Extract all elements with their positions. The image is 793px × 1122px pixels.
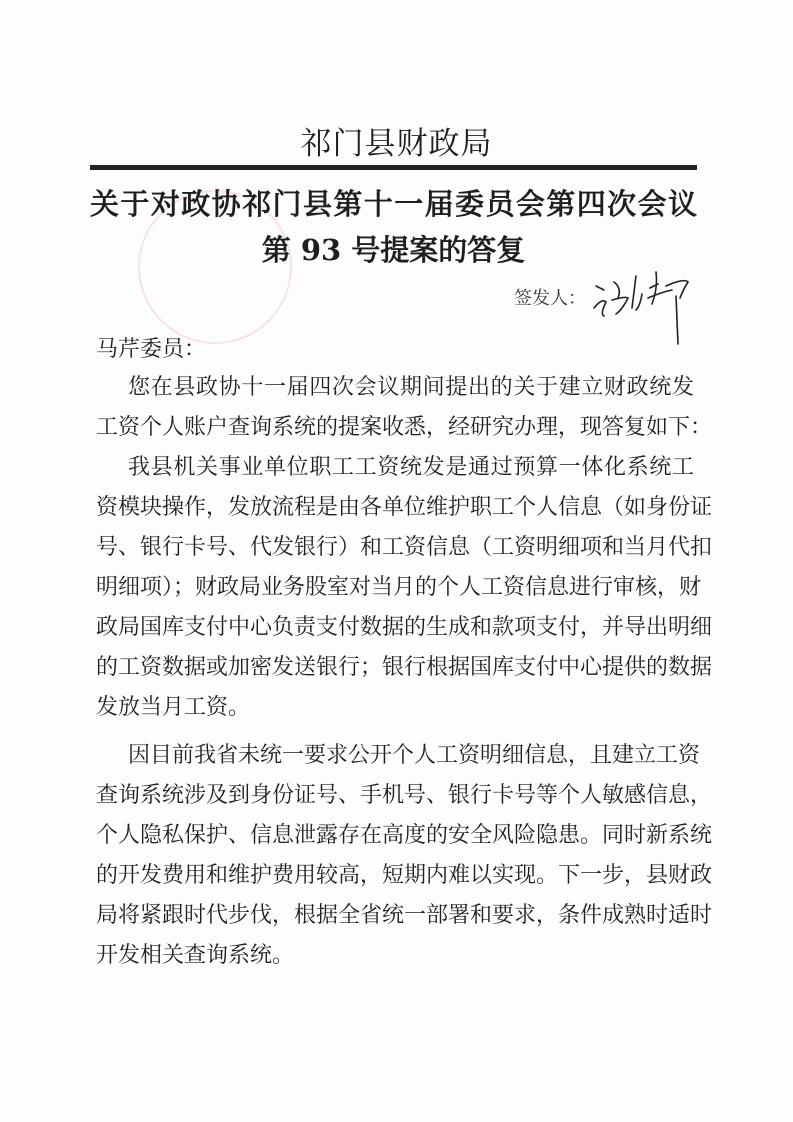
body-line: 个人隐私保护、信息泄露存在高度的安全风险隐患。同时新系统 bbox=[96, 823, 713, 848]
header-divider bbox=[90, 165, 697, 170]
signer-label: 签发人： bbox=[514, 288, 586, 309]
salutation: 马芹委员： bbox=[96, 337, 207, 362]
body-line: 查询系统涉及到身份证号、手机号、银行卡号等个人敏感信息， bbox=[96, 783, 713, 808]
body-line: 号、银行卡号、代发银行）和工资信息（工资明细项和当月代扣 bbox=[96, 535, 713, 560]
body-line: 的工资数据或加密发送银行；银行根据国库支付中心提供的数据 bbox=[96, 655, 713, 680]
body-line: 工资个人账户查询系统的提案收悉，经研究办理，现答复如下： bbox=[96, 415, 713, 440]
body-line: 我县机关事业单位职工工资统发是通过预算一体化系统工 bbox=[128, 455, 694, 480]
document-title-line-1: 关于对政协祁门县第十一届委员会第四次会议 bbox=[90, 187, 697, 221]
body-line: 开发相关查询系统。 bbox=[96, 943, 295, 968]
body-line: 政局国库支付中心负责支付数据的生成和款项支付，并导出明细 bbox=[96, 615, 713, 640]
document-title-line-2: 第 93 号提案的答复 bbox=[261, 233, 526, 267]
body-line: 明细项）；财政局业务股室对当月的个人工资信息进行审核，财 bbox=[96, 575, 702, 600]
body-line: 您在县政协十一届四次会议期间提出的关于建立财政统发 bbox=[128, 375, 694, 400]
body-line: 的开发费用和维护费用较高，短期内难以实现。下一步，县财政 bbox=[96, 863, 713, 888]
issuing-organization: 祁门县财政局 bbox=[300, 126, 493, 162]
body-line: 资模块操作，发放流程是由各单位维护职工个人信息（如身份证 bbox=[96, 495, 713, 520]
body-line: 局将紧跟时代步伐，根据全省统一部署和要求，条件成熟时适时 bbox=[96, 903, 713, 928]
body-line: 发放当月工资。 bbox=[96, 695, 251, 720]
body-line: 因目前我省未统一要求公开个人工资明细信息，且建立工资 bbox=[128, 743, 701, 768]
